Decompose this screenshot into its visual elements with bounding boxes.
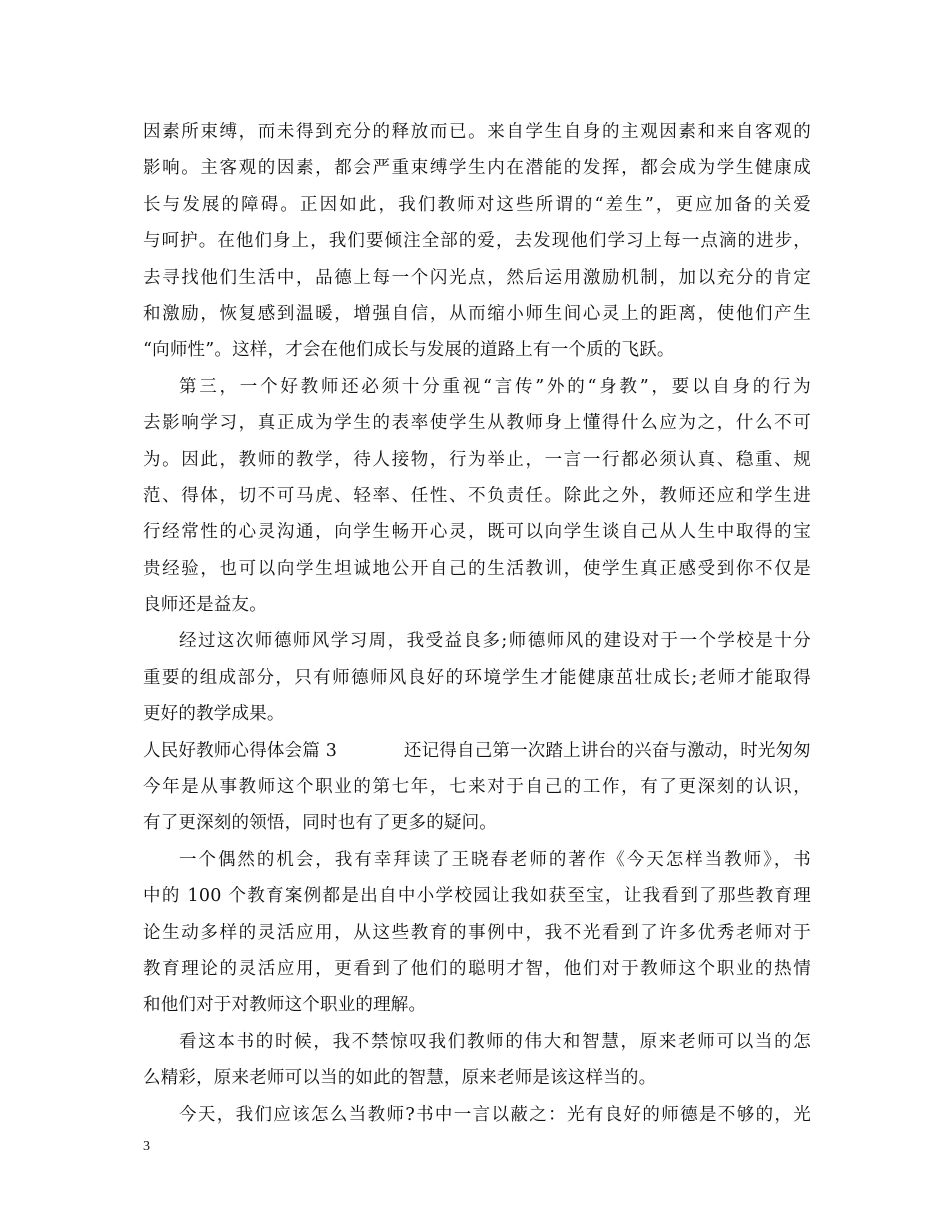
text-line: 教育理论的灵活应用，更看到了他们的聪明才智，他们对于教师这个职业的热情 <box>143 958 811 979</box>
text-line: 良师还是益友。 <box>143 595 267 616</box>
text-line: 今天，我们应该怎么当教师?书中一言以蔽之：光有良好的师德是不够的，光 <box>179 1104 811 1125</box>
section-heading-title: 人民好教师心得体会篇 3 <box>143 740 338 761</box>
text-line: 与呵护。在他们身上，我们要倾注全部的爱，去发现他们学习上每一点滴的进步， <box>143 231 811 252</box>
text-line: 长与发展的障碍。正因如此，我们教师对这些所谓的“差生”，更应加备的关爱 <box>143 194 811 215</box>
text-line: 有了更深刻的领悟，同时也有了更多的疑问。 <box>143 813 497 834</box>
paragraphs-after-heading <box>143 769 811 1133</box>
text-line: 么精彩，原来老师可以当的如此的智慧，原来老师是该这样当的。 <box>143 1068 657 1089</box>
text-line: 第三，一个好教师还必须十分重视“言传”外的“身教”，要以自身的行为 <box>179 376 811 397</box>
text-line: 贵经验，也可以向学生坦诚地公开自己的生活教训，使学生真正感受到你不仅是 <box>143 558 811 579</box>
text-line: 范、得体，切不可马虎、轻率、任性、不负责任。除此之外，教师还应和学生进 <box>143 485 811 506</box>
section-heading-line <box>143 733 811 769</box>
text-line: 去寻找他们生活中，品德上每一个闪光点，然后运用激励机制，加以充分的肯定 <box>143 267 811 288</box>
paragraphs-before-heading <box>143 114 811 733</box>
text-line: 中的 100 个教育案例都是出自中小学校园让我如获至宝，让我看到了那些教育理 <box>143 886 811 907</box>
text-line: 行经常性的心灵沟通，向学生畅开心灵，既可以向学生谈自己从人生中取得的宝 <box>143 522 811 543</box>
text-line: 论生动多样的灵活应用，从这些教育的事例中，我不光看到了许多优秀老师对于 <box>143 922 811 943</box>
text-line: 为。因此，教师的教学，待人接物，行为举止，一言一行都必须认真、稳重、规 <box>143 449 811 470</box>
text-line: “向师性”。这样，才会在他们成长与发展的道路上有一个质的飞跃。 <box>143 340 675 361</box>
text-line: 因素所束缚，而未得到充分的释放而已。来自学生自身的主观因素和来自客观的 <box>143 122 811 142</box>
section-heading-rest: 还记得自己第一次踏上讲台的兴奋与激动，时光匆匆 <box>403 740 811 761</box>
text-line: 和他们对于对教师这个职业的理解。 <box>143 995 427 1016</box>
text-line: 今年是从事教师这个职业的第七年，七来对于自己的工作，有了更深刻的认识， <box>143 777 811 798</box>
text-line: 去影响学习，真正成为学生的表率使学生从教师身上懂得什么应为之，什么不可 <box>143 413 811 434</box>
text-line: 影响。主客观的因素，都会严重束缚学生内在潜能的发挥，都会成为学生健康成 <box>143 158 811 179</box>
text-line: 看这本书的时候，我不禁惊叹我们教师的伟大和智慧，原来老师可以当的怎 <box>179 1031 811 1052</box>
text-line: 一个偶然的机会，我有幸拜读了王晓春老师的著作《今天怎样当教师》，书 <box>179 849 811 870</box>
text-line: 重要的组成部分，只有师德师风良好的环境学生才能健康茁壮成长;老师才能取得 <box>143 667 811 688</box>
text-line: 经过这次师德师风学习周，我受益良多;师德师风的建设对于一个学校是十分 <box>179 631 811 652</box>
document-body <box>143 114 811 1133</box>
page-number: 3 <box>143 1139 150 1154</box>
text-line: 和激励，恢复感到温暖，增强自信，从而缩小师生间心灵上的距离，使他们产生 <box>143 303 811 324</box>
text-line: 更好的教学成果。 <box>143 704 285 725</box>
